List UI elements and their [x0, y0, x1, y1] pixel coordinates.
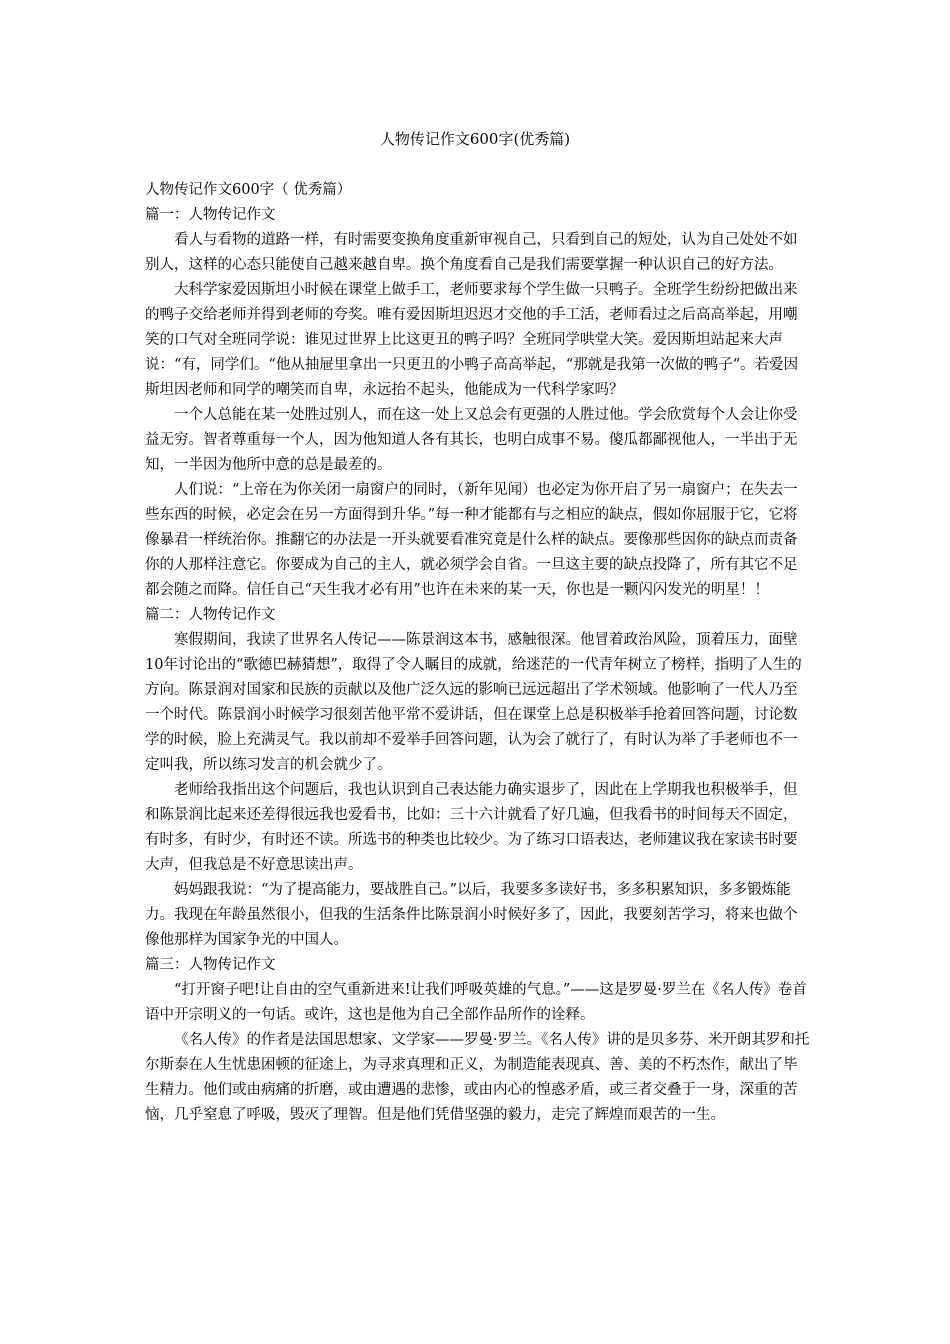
paragraph: 《名人传》的作者是法国思想家、文学家——罗曼·罗兰。《名人传》讲的是贝多芬、米开朗其罗和托尔斯泰在人生忧患困顿的征途上，为寻求真理和正义，为制造能表现真、善、美的不朽杰作，献出了毕生精力。他们或由病痛的折磨，或由遭遇的悲惨，或由内心的惶惑矛盾，或三者交叠于一身，深重的苦恼，几乎窒息了呼吸，毁灭了理智。但是他们凭借坚强的毅力，走完了辉煌而艰苦的一生。 [145, 1032, 810, 1123]
document-subtitle: 人物传记作文600字（ 优秀篇） [145, 182, 352, 198]
section-heading-2: 篇二：人物传记作文 [145, 607, 276, 623]
document-body [145, 178, 810, 1128]
paragraph: 看人与看物的道路一样，有时需要变换角度重新审视自己，只看到自己的短处，认为自己处处不如别人，这样的心态只能使自己越来越自卑。换个角度看自己是我们需要掌握一种认识自己的好方法。 [145, 232, 798, 273]
paragraph: “打开窗子吧!让自由的空气重新进来!让我们呼吸英雄的气息。”——这是罗曼·罗兰在《名人传》卷首语中开宗明义的一句话。或许，这也是他为自己全部作品所作的诠释。 [145, 982, 807, 1023]
paragraph: 人们说：“上帝在为你关闭一扇窗户的同时，（新年见闻）也必定为你开启了另一扇窗户；在失去一些东西的时候，必定会在另一方面得到升华。”每一种才能都有与之相应的缺点，假如你屈服于它，它将像暴君一样统治你。推翻它的办法是一开头就要看准究竟是什么样的缺点。要像那些因你的缺点而责备你的人那样注意它。你要成为自己的主人，就必须学会自省。一旦这主要的缺点投降了，所有其它不足都会随之而降。信任自己“天生我才必有用”也许在未来的某一天，你也是一颗闪闪发光的明星！！ [145, 482, 798, 598]
paragraph: 大科学家爱因斯坦小时候在课堂上做手工，老师要求每个学生做一只鸭子。全班学生纷纷把做出来的鸭子交给老师并得到老师的夸奖。唯有爱因斯坦迟迟才交他的手工活，老师看过之后高高举起，用嘲笑的口气对全班同学说：谁见过世界上比这更丑的鸭子吗？全班同学哄堂大笑。爱因斯坦站起来大声说：“有，同学们。“他从抽屉里拿出一只更丑的小鸭子高高举起，“那就是我第一次做的鸭子“。若爱因斯坦因老师和同学的嘲笑而自卑，永远抬不起头，他能成为一代科学家吗？ [145, 282, 799, 398]
document-title: 人物传记作文600字(优秀篇) [379, 130, 571, 148]
paragraph: 老师给我指出这个问题后，我也认识到自己表达能力确实退步了，因此在上学期我也积极举手，但和陈景润比起来还差得很远我也爱看书，比如：三十六计就看了好几遍，但我看书的时间每天不固定，有时多，有时少，有时还不读。所选书的种类也比较少。为了练习口语表达，老师建议我在家读书时要大声，但我总是不好意思读出声。 [145, 782, 798, 873]
section-heading-3: 篇三：人物传记作文 [145, 957, 276, 973]
paragraph: 一个人总能在某一处胜过别人，而在这一处上又总会有更强的人胜过他。学会欣赏每个人会让你受益无穷。智者尊重每一个人，因为他知道人各有其长，也明白成事不易。傻瓜都鄙视他人，一半出于无知，一半因为他所中意的总是最差的。 [145, 407, 798, 473]
section-heading-1: 篇一：人物传记作文 [145, 207, 276, 223]
paragraph: 寒假期间，我读了世界名人传记——陈景润这本书，感触很深。他冒着政治风险，顶着压力，面壁10年讨论出的“歌德巴赫猜想”，取得了令人瞩目的成就，给迷茫的一代青年树立了榜样，指明了人生的方向。陈景润对国家和民族的贡献以及他广泛久远的影响已远远超出了学术领域。他影响了一代人乃至一个时代。陈景润小时候学习很刻苦他平常不爱讲话，但在课堂上总是积极举手抢着回答问题，讨论数学的时候，脸上充满灵气。我以前却不爱举手回答问题，认为会了就行了，有时认为举了手老师也不一定叫我，所以练习发言的机会就少了。 [145, 632, 802, 773]
paragraph: 妈妈跟我说：“为了提高能力，要战胜自己。”以后，我要多多读好书，多多积累知识，多多锻炼能力。我现在年龄虽然很小，但我的生活条件比陈景润小时候好多了，因此，我要刻苦学习，将来也做个像他那样为国家争光的中国人。 [145, 882, 798, 948]
